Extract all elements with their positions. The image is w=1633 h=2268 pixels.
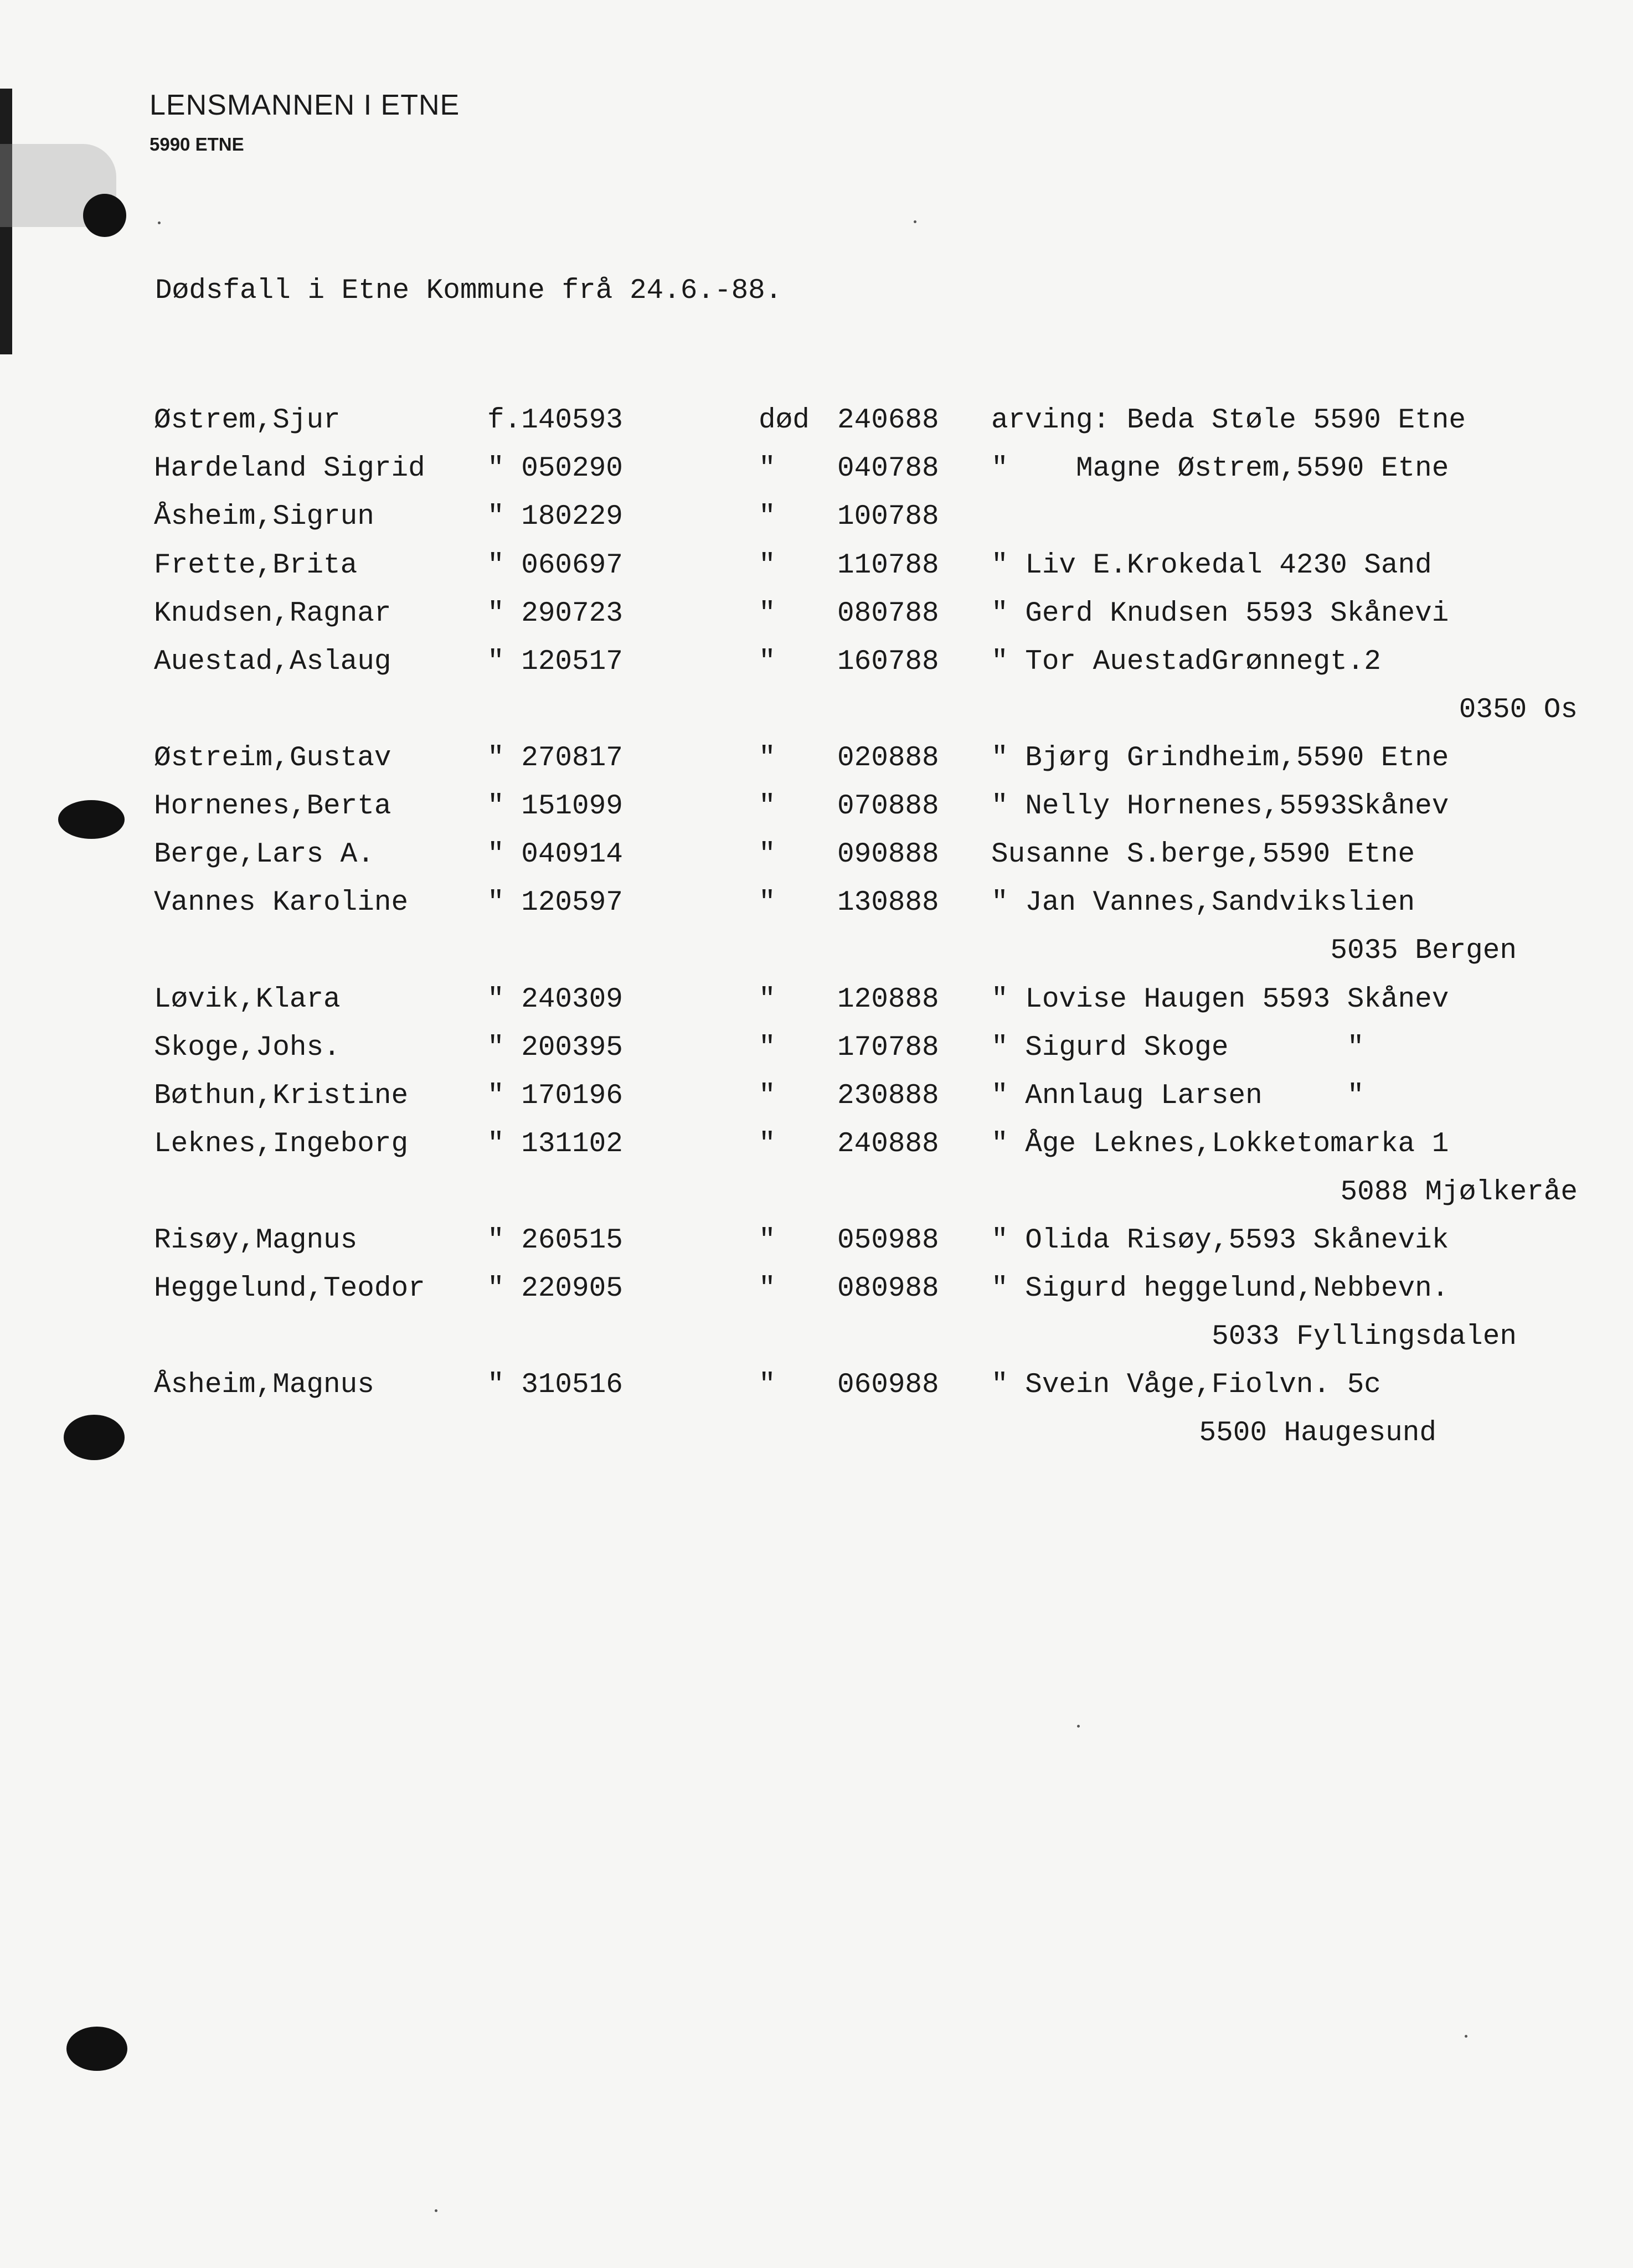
entry-death-date: 120888 <box>837 984 939 1016</box>
entry-death-label: " <box>759 501 776 533</box>
entry-birth-date: " 120597 <box>487 887 623 919</box>
entry-death-date: 040788 <box>837 453 939 484</box>
list-item <box>0 401 1633 440</box>
entry-death-date: 110788 <box>837 550 939 581</box>
entry-death-date: 130888 <box>837 887 939 919</box>
entry-death-label: " <box>759 1369 776 1401</box>
entry-name: Knudsen,Ragnar <box>154 598 391 630</box>
entry-name: Risøy,Magnus <box>154 1225 358 1256</box>
entry-death-date: 230888 <box>837 1080 939 1112</box>
entry-heir: " Olida Risøy,5593 Skånevik <box>991 1225 1449 1256</box>
entry-death-date: 060988 <box>837 1369 939 1401</box>
entry-death-label: " <box>759 791 776 822</box>
entry-heir: " Jan Vannes,Sandvikslien <box>991 887 1415 919</box>
list-item <box>0 981 1633 1019</box>
entry-birth-date: " 270817 <box>487 743 623 774</box>
entry-heir: arving: Beda Støle 5590 Etne <box>991 405 1466 436</box>
entry-death-label: " <box>759 1225 776 1256</box>
entry-heir-address: 0350 Os <box>1459 694 1578 726</box>
entry-birth-date: " 120517 <box>487 646 623 678</box>
entry-death-date: 160788 <box>837 646 939 678</box>
entry-name: Åsheim,Magnus <box>154 1369 374 1401</box>
entry-name: Frette,Brita <box>154 550 358 581</box>
entry-name: Hardeland Sigrid <box>154 453 425 484</box>
entry-death-date: 020888 <box>837 743 939 774</box>
entry-name: Skoge,Johs. <box>154 1032 341 1064</box>
entry-birth-date: " 131102 <box>487 1128 623 1160</box>
entry-death-date: 100788 <box>837 501 939 533</box>
list-item <box>0 739 1633 778</box>
entry-heir: Susanne S.berge,5590 Etne <box>991 839 1415 870</box>
list-item <box>0 595 1633 633</box>
entry-name: Løvik,Klara <box>154 984 341 1016</box>
entry-heir: " Åge Leknes,Lokketomarka 1 <box>991 1128 1449 1160</box>
entry-birth-date: " 220905 <box>487 1273 623 1305</box>
entry-death-date: 240888 <box>837 1128 939 1160</box>
entry-birth-date: " 180229 <box>487 501 623 533</box>
entry-heir-address: 5033 Fyllingsdalen <box>1212 1321 1517 1353</box>
entry-heir: " Liv E.Krokedal 4230 Sand <box>991 550 1432 581</box>
list-item-continuation <box>0 691 1633 730</box>
entry-death-label: " <box>759 453 776 484</box>
entry-birth-date: f.140593 <box>487 405 623 436</box>
letterhead-address: 5990 ETNE <box>150 134 244 154</box>
list-item <box>0 547 1633 585</box>
entry-name: Bøthun,Kristine <box>154 1080 409 1112</box>
entry-birth-date: " 170196 <box>487 1080 623 1112</box>
entry-heir-address: 5088 Mjølkeråe <box>1340 1177 1578 1208</box>
letterhead-name: LENSMANNEN I ETNE <box>150 89 460 121</box>
entry-name: Vannes Karoline <box>154 887 409 919</box>
entry-name: Auestad,Aslaug <box>154 646 391 678</box>
list-item <box>0 1221 1633 1260</box>
entry-heir: " Lovise Haugen 5593 Skånev <box>991 984 1449 1016</box>
entry-death-date: 240688 <box>837 405 939 436</box>
list-item-continuation <box>0 1173 1633 1212</box>
document-heading: Dødsfall i Etne Kommune frå 24.6.-88. <box>155 275 782 307</box>
list-item <box>0 1270 1633 1308</box>
list-item <box>0 787 1633 826</box>
entry-death-date: 170788 <box>837 1032 939 1064</box>
entry-heir: " Annlaug Larsen " <box>991 1080 1364 1112</box>
entry-heir: " Nelly Hornenes,5593Skånev <box>991 791 1449 822</box>
list-item-continuation <box>0 932 1633 971</box>
entry-death-label: " <box>759 1273 776 1305</box>
list-item <box>0 643 1633 682</box>
entry-death-label: " <box>759 984 776 1016</box>
entry-death-label: " <box>759 1128 776 1160</box>
list-item <box>0 1366 1633 1405</box>
entry-death-date: 050988 <box>837 1225 939 1256</box>
list-item <box>0 836 1633 874</box>
entry-name: Berge,Lars A. <box>154 839 374 870</box>
entry-death-label: " <box>759 1032 776 1064</box>
entry-heir: " Gerd Knudsen 5593 Skånevi <box>991 598 1449 630</box>
entry-birth-date: " 200395 <box>487 1032 623 1064</box>
entry-birth-date: " 060697 <box>487 550 623 581</box>
entry-birth-date: " 050290 <box>487 453 623 484</box>
entry-birth-date: " 260515 <box>487 1225 623 1256</box>
list-item <box>0 1077 1633 1116</box>
entry-heir: " Bjørg Grindheim,5590 Etne <box>991 743 1449 774</box>
entry-death-date: 080788 <box>837 598 939 630</box>
entry-death-label: død <box>759 405 810 436</box>
entry-heir: " Sigurd Skoge " <box>991 1032 1364 1064</box>
entry-birth-date: " 240309 <box>487 984 623 1016</box>
entry-heir: " Sigurd heggelund,Nebbevn. <box>991 1273 1449 1305</box>
list-item <box>0 498 1633 537</box>
entry-heir: " Svein Våge,Fiolvn. 5c <box>991 1369 1381 1401</box>
entry-name: Heggelund,Teodor <box>154 1273 425 1305</box>
entry-heir: " Magne Østrem,5590 Etne <box>991 453 1449 484</box>
entry-death-label: " <box>759 839 776 870</box>
entry-name: Leknes,Ingeborg <box>154 1128 409 1160</box>
entry-death-label: " <box>759 598 776 630</box>
entry-name: Åsheim,Sigrun <box>154 501 374 533</box>
entry-birth-date: " 040914 <box>487 839 623 870</box>
entry-death-label: " <box>759 743 776 774</box>
entry-death-date: 080988 <box>837 1273 939 1305</box>
entry-heir: " Tor AuestadGrønnegt.2 <box>991 646 1381 678</box>
entry-death-date: 070888 <box>837 791 939 822</box>
list-item <box>0 884 1633 922</box>
entry-name: Østreim,Gustav <box>154 743 391 774</box>
entry-death-date: 090888 <box>837 839 939 870</box>
entry-birth-date: " 310516 <box>487 1369 623 1401</box>
list-item <box>0 450 1633 488</box>
list-item-continuation <box>0 1414 1633 1453</box>
entry-birth-date: " 290723 <box>487 598 623 630</box>
list-item <box>0 1029 1633 1068</box>
entry-heir-address: 5500 Haugesund <box>1199 1418 1436 1449</box>
entry-birth-date: " 151099 <box>487 791 623 822</box>
entry-death-label: " <box>759 887 776 919</box>
list-item-continuation <box>0 1318 1633 1357</box>
list-item <box>0 1125 1633 1164</box>
entry-death-label: " <box>759 646 776 678</box>
entry-heir-address: 5035 Bergen <box>1330 935 1517 967</box>
entry-death-label: " <box>759 1080 776 1112</box>
entry-name: Hornenes,Berta <box>154 791 391 822</box>
entry-death-label: " <box>759 550 776 581</box>
entry-name: Østrem,Sjur <box>154 405 341 436</box>
